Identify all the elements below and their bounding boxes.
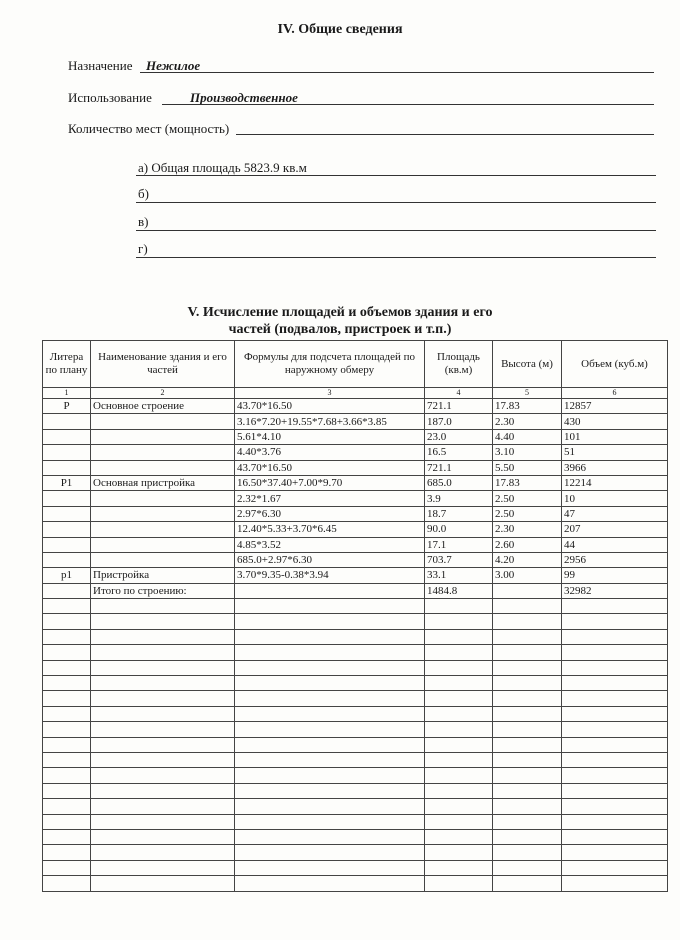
cell-height: 17.83: [493, 399, 562, 414]
cell-area: [425, 676, 493, 691]
table-row: [43, 629, 668, 644]
cell-area: [425, 783, 493, 798]
table-row: [43, 568, 668, 583]
col-number: 5: [493, 388, 562, 399]
cell-area: 18.7: [425, 506, 493, 521]
cell-volume: 3966: [562, 460, 668, 475]
cell-area: [425, 752, 493, 767]
col-header-volume: Объем (куб.м): [562, 341, 668, 388]
cell-height: 2.30: [493, 414, 562, 429]
cell-height: [493, 599, 562, 614]
purpose-underline: [140, 72, 654, 73]
cell-litera: [43, 814, 91, 829]
cell-litera: Р: [43, 399, 91, 414]
table-row: [43, 552, 668, 567]
cell-area: [425, 660, 493, 675]
cell-formula: 43.70*16.50: [235, 399, 425, 414]
cell-name: [91, 860, 235, 875]
cell-formula: 3.70*9.35-0.38*3.94: [235, 568, 425, 583]
col-number: 1: [43, 388, 91, 399]
col-number: 6: [562, 388, 668, 399]
cell-height: [493, 691, 562, 706]
cell-area: [425, 876, 493, 891]
section-5-title: [0, 304, 680, 338]
cell-litera: [43, 537, 91, 552]
cell-area: [425, 768, 493, 783]
cell-height: 2.30: [493, 522, 562, 537]
cell-area: 721.1: [425, 399, 493, 414]
cell-volume: [562, 799, 668, 814]
table-row: [43, 399, 668, 414]
cell-litera: [43, 629, 91, 644]
cell-litera: [43, 876, 91, 891]
cell-litera: [43, 414, 91, 429]
cell-name: [91, 537, 235, 552]
cell-area: [425, 845, 493, 860]
cell-formula: [235, 814, 425, 829]
cell-formula: [235, 845, 425, 860]
cell-area: [425, 860, 493, 875]
usage-value: Производственное: [190, 90, 298, 105]
cell-area: [425, 799, 493, 814]
cell-area: 3.9: [425, 491, 493, 506]
table-row: [43, 583, 668, 598]
cell-area: [425, 614, 493, 629]
col-header-formula: Формулы для подсчета площадей по наружному обмеру: [235, 341, 425, 388]
cell-height: [493, 814, 562, 829]
cell-height: [493, 706, 562, 721]
cell-volume: [562, 876, 668, 891]
cell-volume: 2956: [562, 552, 668, 567]
cell-formula: 43.70*16.50: [235, 460, 425, 475]
cell-formula: [235, 583, 425, 598]
cell-formula: [235, 876, 425, 891]
section-4-title: IV. Общие сведения: [277, 22, 403, 37]
cell-name: Основная пристройка: [91, 475, 235, 490]
cell-name: [91, 445, 235, 460]
cell-formula: [235, 645, 425, 660]
col-number: 3: [235, 388, 425, 399]
cell-height: [493, 676, 562, 691]
cell-name: [91, 599, 235, 614]
table-row: [43, 860, 668, 875]
cell-name: Пристройка: [91, 568, 235, 583]
section-5-title-line2: частей (подвалов, пристроек и т.п.): [228, 322, 452, 337]
cell-volume: [562, 829, 668, 844]
cell-volume: 207: [562, 522, 668, 537]
capacity-underline: [236, 134, 654, 135]
cell-litera: [43, 706, 91, 721]
cell-volume: [562, 768, 668, 783]
cell-height: [493, 645, 562, 660]
cell-name: [91, 799, 235, 814]
cell-name: [91, 645, 235, 660]
cell-name: [91, 660, 235, 675]
cell-litera: [43, 491, 91, 506]
cell-name: [91, 783, 235, 798]
cell-formula: 5.61*4.10: [235, 429, 425, 444]
cell-formula: [235, 783, 425, 798]
table-row: [43, 783, 668, 798]
cell-volume: [562, 860, 668, 875]
cell-volume: 47: [562, 506, 668, 521]
cell-formula: [235, 676, 425, 691]
cell-litera: [43, 737, 91, 752]
cell-formula: [235, 706, 425, 721]
table-row: [43, 506, 668, 521]
cell-formula: 2.97*6.30: [235, 506, 425, 521]
cell-volume: [562, 599, 668, 614]
cell-area: 90.0: [425, 522, 493, 537]
cell-volume: 12857: [562, 399, 668, 414]
column-number-row: [43, 388, 668, 399]
purpose-value: Нежилое: [146, 58, 201, 73]
table-row: [43, 768, 668, 783]
cell-area: 16.5: [425, 445, 493, 460]
col-header-height: Высота (м): [493, 341, 562, 388]
area-volume-table: [42, 340, 668, 892]
cell-height: [493, 783, 562, 798]
cell-volume: [562, 845, 668, 860]
cell-litera: [43, 522, 91, 537]
cell-height: 2.50: [493, 491, 562, 506]
capacity-label: Количество мест (мощность): [68, 121, 230, 136]
cell-area: [425, 814, 493, 829]
cell-formula: [235, 752, 425, 767]
cell-name: [91, 691, 235, 706]
cell-formula: 16.50*37.40+7.00*9.70: [235, 475, 425, 490]
cell-formula: [235, 691, 425, 706]
cell-litera: [43, 645, 91, 660]
cell-litera: [43, 583, 91, 598]
cell-height: [493, 614, 562, 629]
cell-height: 5.50: [493, 460, 562, 475]
section-5-title-line1: V. Исчисление площадей и объемов здания и его: [187, 305, 493, 320]
cell-name: [91, 460, 235, 475]
table-body: [43, 399, 668, 892]
cell-litera: [43, 722, 91, 737]
cell-litera: [43, 614, 91, 629]
col-header-litera: Литера по плану: [43, 341, 91, 388]
cell-height: 4.20: [493, 552, 562, 567]
cell-volume: 430: [562, 414, 668, 429]
cell-volume: [562, 783, 668, 798]
table-row: [43, 660, 668, 675]
table-row: [43, 645, 668, 660]
cell-volume: 32982: [562, 583, 668, 598]
cell-volume: [562, 814, 668, 829]
table-row: [43, 599, 668, 614]
cell-height: 4.40: [493, 429, 562, 444]
col-number: 4: [425, 388, 493, 399]
cell-volume: 12214: [562, 475, 668, 490]
cell-area: [425, 829, 493, 844]
table-row: [43, 691, 668, 706]
cell-litera: [43, 552, 91, 567]
cell-formula: 685.0+2.97*6.30: [235, 552, 425, 567]
cell-volume: [562, 645, 668, 660]
cell-litera: [43, 752, 91, 767]
table-row: [43, 537, 668, 552]
cell-name: [91, 706, 235, 721]
item-b-underline: [136, 202, 656, 203]
cell-name: [91, 414, 235, 429]
cell-height: [493, 722, 562, 737]
cell-volume: 101: [562, 429, 668, 444]
cell-formula: 4.40*3.76: [235, 445, 425, 460]
cell-height: [493, 845, 562, 860]
cell-name: [91, 752, 235, 767]
cell-volume: [562, 660, 668, 675]
col-number: 2: [91, 388, 235, 399]
cell-volume: 10: [562, 491, 668, 506]
cell-litera: [43, 599, 91, 614]
cell-name: [91, 768, 235, 783]
table-row: [43, 460, 668, 475]
cell-formula: [235, 660, 425, 675]
cell-formula: [235, 599, 425, 614]
cell-name: [91, 737, 235, 752]
cell-volume: [562, 722, 668, 737]
cell-area: [425, 629, 493, 644]
cell-volume: [562, 691, 668, 706]
cell-volume: 99: [562, 568, 668, 583]
item-v-underline: [136, 230, 656, 231]
cell-volume: [562, 629, 668, 644]
cell-area: [425, 737, 493, 752]
cell-litera: [43, 829, 91, 844]
usage-underline: [162, 104, 654, 105]
cell-height: 3.10: [493, 445, 562, 460]
cell-name: [91, 829, 235, 844]
cell-name: [91, 876, 235, 891]
cell-name: [91, 629, 235, 644]
cell-name: [91, 814, 235, 829]
cell-area: [425, 691, 493, 706]
cell-litera: [43, 860, 91, 875]
cell-height: [493, 737, 562, 752]
item-b-label: б): [138, 186, 149, 201]
table-row: [43, 676, 668, 691]
cell-area: 17.1: [425, 537, 493, 552]
cell-litera: Р1: [43, 475, 91, 490]
table-row: [43, 752, 668, 767]
cell-height: [493, 860, 562, 875]
table-row: [43, 491, 668, 506]
cell-litera: [43, 768, 91, 783]
item-g-underline: [136, 257, 656, 258]
cell-volume: [562, 676, 668, 691]
cell-height: 3.00: [493, 568, 562, 583]
cell-name: [91, 429, 235, 444]
cell-area: 33.1: [425, 568, 493, 583]
table-row: [43, 722, 668, 737]
cell-name: [91, 506, 235, 521]
col-header-name: Наименование здания и его частей: [91, 341, 235, 388]
cell-area: [425, 706, 493, 721]
cell-area: 703.7: [425, 552, 493, 567]
cell-name: [91, 522, 235, 537]
cell-litera: [43, 691, 91, 706]
cell-name: [91, 722, 235, 737]
total-area-item: а) Общая площадь 5823.9 кв.м: [138, 160, 307, 175]
cell-height: 17.83: [493, 475, 562, 490]
cell-volume: [562, 737, 668, 752]
cell-height: 2.50: [493, 506, 562, 521]
table-row: [43, 737, 668, 752]
cell-height: [493, 660, 562, 675]
cell-height: [493, 583, 562, 598]
cell-area: [425, 722, 493, 737]
table-header-row: [43, 341, 668, 388]
table-row: [43, 706, 668, 721]
item-v-label: в): [138, 214, 149, 229]
cell-litera: [43, 429, 91, 444]
cell-height: 2.60: [493, 537, 562, 552]
cell-area: [425, 599, 493, 614]
cell-name: [91, 552, 235, 567]
table-row: [43, 429, 668, 444]
cell-name: Итого по строению:: [91, 583, 235, 598]
cell-litera: р1: [43, 568, 91, 583]
cell-litera: [43, 845, 91, 860]
table-row: [43, 876, 668, 891]
cell-formula: [235, 629, 425, 644]
purpose-label: Назначение: [68, 58, 133, 73]
cell-volume: 44: [562, 537, 668, 552]
cell-volume: [562, 614, 668, 629]
table-row: [43, 814, 668, 829]
cell-formula: 3.16*7.20+19.55*7.68+3.66*3.85: [235, 414, 425, 429]
cell-height: [493, 829, 562, 844]
cell-area: 1484.8: [425, 583, 493, 598]
cell-height: [493, 768, 562, 783]
table-row: [43, 475, 668, 490]
cell-formula: [235, 768, 425, 783]
cell-name: [91, 614, 235, 629]
cell-litera: [43, 783, 91, 798]
cell-height: [493, 799, 562, 814]
table-row: [43, 829, 668, 844]
table-row: [43, 845, 668, 860]
cell-formula: [235, 722, 425, 737]
cell-formula: [235, 799, 425, 814]
cell-height: [493, 876, 562, 891]
col-header-area: Площадь (кв.м): [425, 341, 493, 388]
cell-name: [91, 845, 235, 860]
cell-litera: [43, 660, 91, 675]
cell-volume: [562, 752, 668, 767]
cell-area: 187.0: [425, 414, 493, 429]
cell-area: [425, 645, 493, 660]
cell-litera: [43, 799, 91, 814]
cell-formula: [235, 829, 425, 844]
cell-name: [91, 676, 235, 691]
cell-area: 685.0: [425, 475, 493, 490]
cell-volume: 51: [562, 445, 668, 460]
item-a-underline: [136, 175, 656, 176]
table-row: [43, 614, 668, 629]
cell-height: [493, 752, 562, 767]
cell-formula: [235, 614, 425, 629]
cell-name: [91, 491, 235, 506]
usage-label: Использование: [68, 90, 152, 105]
table-row: [43, 522, 668, 537]
cell-formula: 4.85*3.52: [235, 537, 425, 552]
cell-name: Основное строение: [91, 399, 235, 414]
cell-formula: 2.32*1.67: [235, 491, 425, 506]
cell-litera: [43, 460, 91, 475]
cell-formula: [235, 737, 425, 752]
table-row: [43, 799, 668, 814]
item-g-label: г): [138, 241, 148, 256]
cell-litera: [43, 506, 91, 521]
cell-litera: [43, 676, 91, 691]
cell-height: [493, 629, 562, 644]
cell-formula: [235, 860, 425, 875]
cell-volume: [562, 706, 668, 721]
table-row: [43, 445, 668, 460]
cell-area: 23.0: [425, 429, 493, 444]
cell-area: 721.1: [425, 460, 493, 475]
table-row: [43, 414, 668, 429]
cell-litera: [43, 445, 91, 460]
cell-formula: 12.40*5.33+3.70*6.45: [235, 522, 425, 537]
